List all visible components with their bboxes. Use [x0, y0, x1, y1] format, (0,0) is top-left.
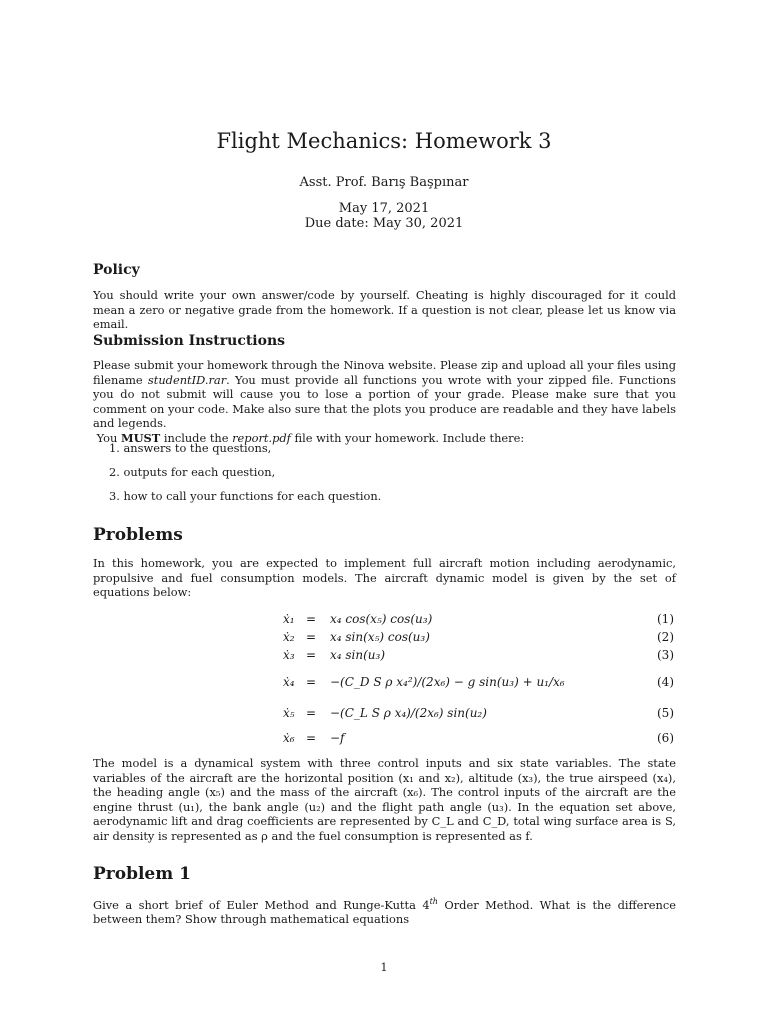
- submission-text-part: Please submit your homework through the Ninova website. Please zip and upload all your files using filename: [93, 358, 676, 387]
- equation-rhs: −f: [330, 731, 345, 745]
- list-item: 2. outputs for each question,: [109, 465, 276, 479]
- submission-text-part: . You must provide all functions you wrote with your zipped file. Functions you do not submit will cause you to lose a portion of your grade. Please make sure that you comment on your code. Make also sure that the plots you produce are readable and they have labels and legends.: [93, 372, 676, 431]
- equation-number: (3): [657, 648, 674, 662]
- problem1-heading: Problem 1: [93, 864, 191, 884]
- policy-text: You should write your own answer/code by yourself. Cheating is highly discouraged for it could mean a zero or negative grade from the homework. If a question is not clear, please let us know via email.: [93, 288, 676, 332]
- problem1-text-part: Order Method. What is the difference between them? Show through mathematical equations: [93, 897, 676, 927]
- equals-sign: =: [306, 675, 317, 689]
- equation-lhs: ẋ₄: [283, 675, 295, 689]
- problems-intro: In this homework, you are expected to implement full aircraft motion including aerodynamic, propulsive and fuel consumption models. The aircraft dynamic model is given by the set of equations below:: [93, 556, 676, 600]
- equation-number: (1): [657, 612, 674, 626]
- equation-lhs: ẋ₅: [283, 706, 295, 720]
- due-date: Due date: May 30, 2021: [304, 216, 464, 231]
- equation-rhs: −(C_L S ρ x₄)/(2x₆) sin(u₂): [330, 706, 487, 720]
- equation-lhs: ẋ₂: [283, 630, 295, 644]
- author: Asst. Prof. Barış Başpınar: [299, 175, 469, 190]
- model-description: The model is a dynamical system with three control inputs and six state variables. The state variables of the aircraft are the horizontal position (x₁ and x₂), altitude (x₃), the true airspeed (x₄), the heading angle (x₅) and the mass of the aircraft (x₆). The control inputs of the aircraft are the engine thrust (u₁), the bank angle (u₂) and the flight path angle (u₃). In the equation set above, aerodynamic lift and drag coefficients are represented by C_L and C_D, total wing surface area is S, air density is represented as ρ and the fuel consumption is represented as f.: [93, 756, 676, 843]
- submission-text: [93, 358, 676, 446]
- equation-rhs: x₄ cos(x₅) cos(u₃): [330, 612, 433, 626]
- problem1-text: [93, 895, 676, 927]
- must-emphasis: MUST: [120, 430, 161, 445]
- equals-sign: =: [306, 630, 317, 644]
- policy-heading: Policy: [93, 262, 140, 278]
- equation-number: (4): [657, 675, 674, 689]
- equation-lhs: ẋ₃: [283, 648, 295, 662]
- equation-lhs: ẋ₆: [283, 731, 295, 745]
- submission-text-part: include the: [160, 430, 233, 445]
- report-filename: report.pdf: [232, 430, 291, 445]
- filename: studentID.rar: [147, 372, 227, 387]
- list-item: 3. how to call your functions for each question.: [109, 489, 382, 503]
- issue-date: May 17, 2021: [338, 201, 430, 216]
- equals-sign: =: [306, 731, 317, 745]
- equation-number: (2): [657, 630, 674, 644]
- page-number: 1: [380, 961, 388, 974]
- submission-text-part: You: [96, 430, 121, 445]
- submission-heading: Submission Instructions: [93, 333, 286, 349]
- problems-heading: Problems: [93, 525, 183, 545]
- superscript-th: th: [429, 897, 438, 906]
- equation-lhs: ẋ₁: [283, 612, 295, 626]
- equation-rhs: x₄ sin(x₅) cos(u₃): [330, 630, 430, 644]
- document-title: Flight Mechanics: Homework 3: [216, 129, 552, 153]
- equation-number: (5): [657, 706, 674, 720]
- submission-text-part: file with your homework. Include there:: [290, 430, 525, 445]
- list-item: 1. answers to the questions,: [109, 441, 272, 455]
- equation-rhs: −(C_D S ρ x₄²)/(2x₆) − g sin(u₃) + u₁/x₆: [330, 675, 565, 689]
- equals-sign: =: [306, 648, 317, 662]
- equation-number: (6): [657, 731, 674, 745]
- equals-sign: =: [306, 706, 317, 720]
- equation-rhs: x₄ sin(u₃): [330, 648, 386, 662]
- problem1-text-part: Give a short brief of Euler Method and Runge-Kutta 4: [93, 897, 430, 912]
- equals-sign: =: [306, 612, 317, 626]
